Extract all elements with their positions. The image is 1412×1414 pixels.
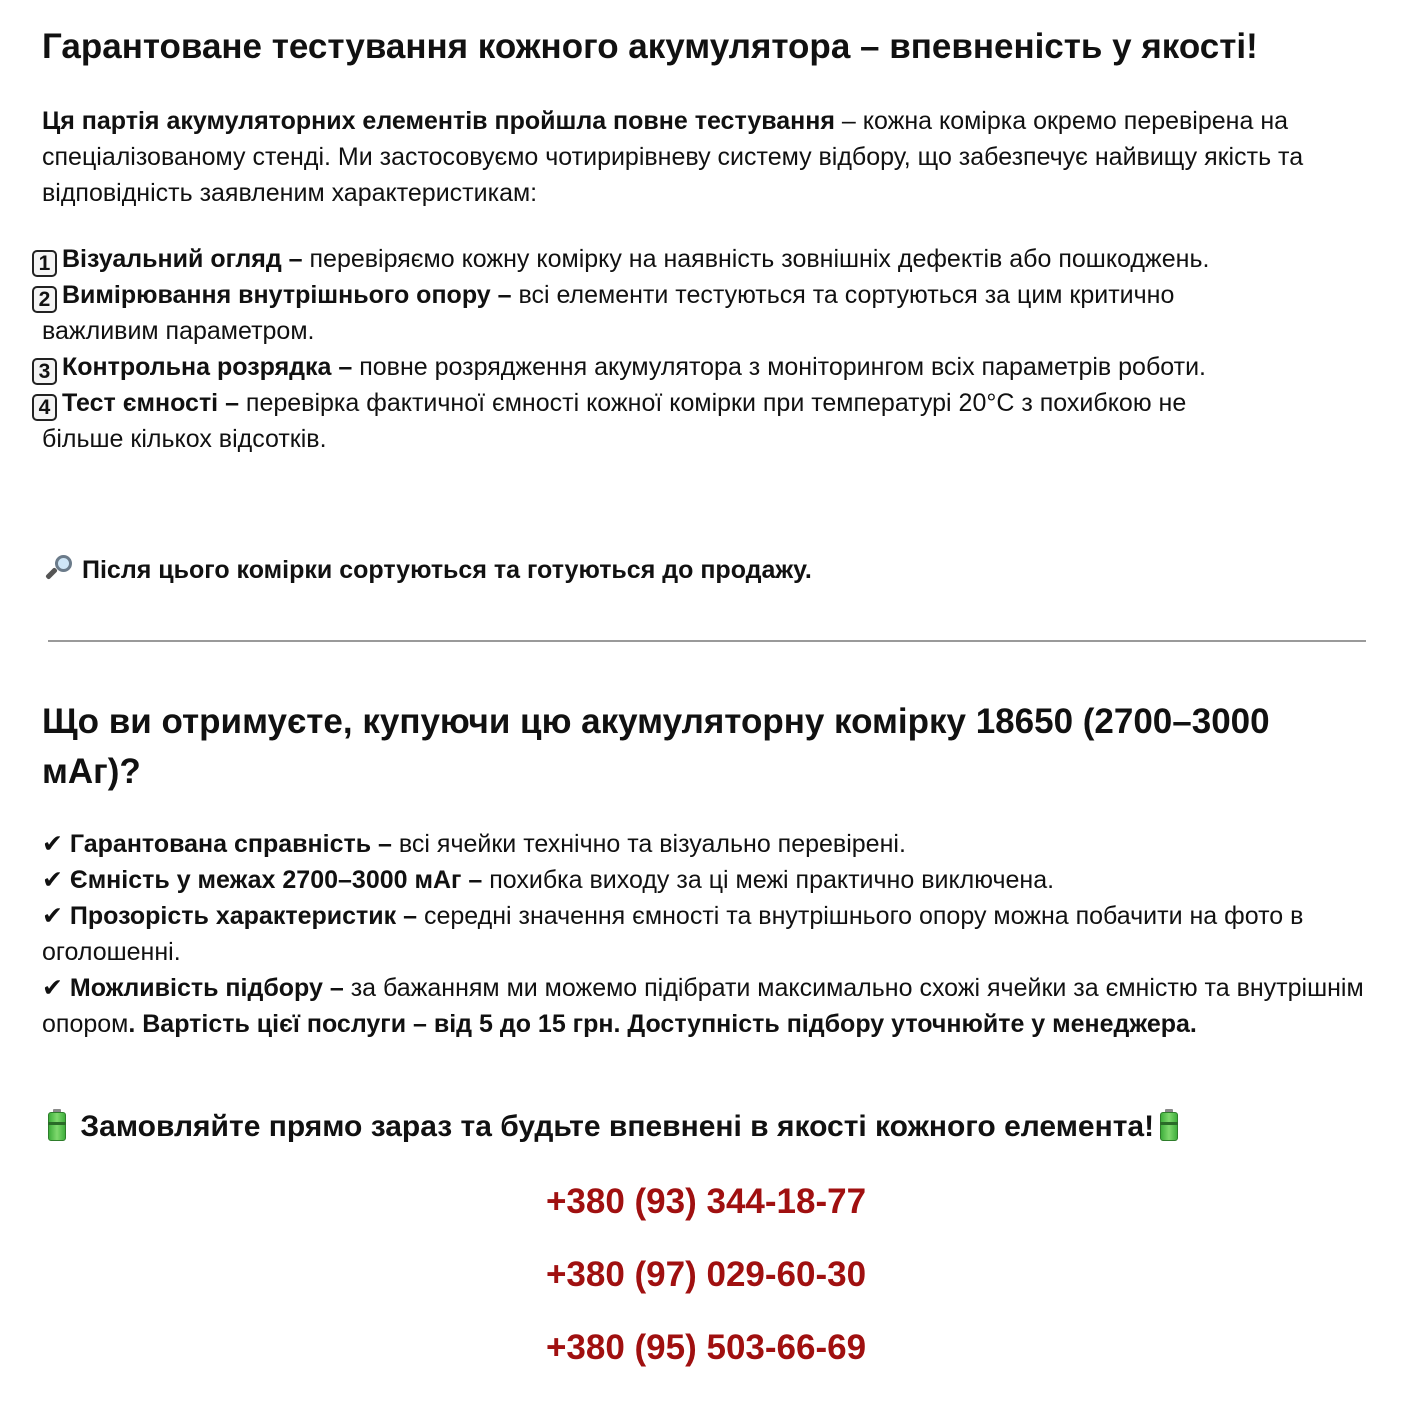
keycap-1-icon: 1 <box>32 250 57 277</box>
keycap-4-icon: 4 <box>32 394 57 421</box>
after-note <box>42 552 812 588</box>
step-text-continued: важливим параметром. <box>42 317 315 345</box>
checkmark-icon: ✔ <box>42 866 63 894</box>
phone-number-2[interactable]: +380 (97) 029-60-30 <box>545 1255 867 1294</box>
battery-icon <box>48 1109 66 1141</box>
benefit-title: Можливість підбору – <box>69 974 344 1002</box>
benefit-text: похибка виходу за ці межі практично виключена. <box>482 866 1055 894</box>
benefits-list <box>42 826 1372 1042</box>
checkmark-icon: ✔ <box>42 830 63 858</box>
step-title: Візуальний огляд – <box>62 245 303 273</box>
benefit-text: за бажанням ми можемо підібрати максимально схожі ячейки за ємністю та внутрішнім опором <box>42 974 1364 1038</box>
benefit-item <box>42 970 1372 1042</box>
page-title: Гарантоване тестування кожного акумулятора – впевненість у якості! <box>42 27 1258 66</box>
benefit-item <box>42 862 1372 898</box>
checkmark-icon: ✔ <box>42 974 63 1002</box>
step-text: перевірка фактичної ємності кожної комірки при температурі 20°C з похибкою не <box>238 389 1187 417</box>
step-text: повне розрядження акумулятора з моніторингом всіх параметрів роботи. <box>352 353 1206 381</box>
step-title: Вимірювання внутрішнього опору – <box>62 281 512 309</box>
step-text-continued: більше кількох відсотків. <box>42 425 327 453</box>
benefit-item <box>42 826 1372 862</box>
step-title: Контрольна розрядка – <box>62 353 353 381</box>
intro-bold: Ця партія акумуляторних елементів пройшла повне тестування <box>42 107 835 135</box>
magnifier-icon <box>42 553 74 583</box>
intro-paragraph <box>42 103 1372 211</box>
benefit-title: Прозорість характеристик – <box>69 902 418 930</box>
step-text: всі елементи тестуються та сортуються за цим критично <box>511 281 1175 309</box>
step-item-4 <box>32 385 1372 457</box>
step-text: перевіряємо кожну комірку на наявність зовнішніх дефектів або пошкоджень. <box>302 245 1210 273</box>
keycap-2-icon: 2 <box>32 286 57 313</box>
testing-steps-list <box>32 241 1372 457</box>
checkmark-icon: ✔ <box>42 902 63 930</box>
benefit-title: Ємність у межах 2700–3000 мАг – <box>69 866 483 894</box>
step-item-3 <box>32 349 1372 385</box>
phone-number-3[interactable]: +380 (95) 503-66-69 <box>545 1328 867 1367</box>
divider <box>48 640 1366 642</box>
phone-list <box>0 1178 1412 1397</box>
step-item-2 <box>32 277 1372 349</box>
order-call-to-action <box>42 1105 1184 1149</box>
benefit-item <box>42 898 1372 970</box>
after-note-text: Після цього комірки сортуються та готуються до продажу. <box>82 556 812 584</box>
benefit-extra-bold: . Вартість цієї послуги – від 5 до 15 грн. Доступність підбору уточнюйте у менеджера. <box>128 1010 1197 1038</box>
phone-number-1[interactable]: +380 (93) 344-18-77 <box>545 1182 867 1221</box>
benefit-text: середні значення ємності та внутрішнього опору можна побачити на фото в оголошенні. <box>42 902 1304 966</box>
battery-icon <box>1160 1109 1178 1141</box>
intro-text: – кожна комірка окремо перевірена на спеціалізованому стенді. Ми застосовуємо чотирирівневу систему відбору, що забезпечує найвищу якість та відповідність заявленим характеристикам: <box>42 107 1304 207</box>
keycap-3-icon: 3 <box>32 358 57 385</box>
benefit-title: Гарантована справність – <box>69 830 392 858</box>
order-text: Замовляйте прямо зараз та будьте впевнені в якості кожного елемента! <box>80 1110 1155 1143</box>
benefit-text: всі ячейки технічно та візуально перевірені. <box>391 830 906 858</box>
section-subtitle: Що ви отримуєте, купуючи цю акумуляторну комірку 18650 (2700–3000 мАг)? <box>42 702 1270 791</box>
step-title: Тест ємності – <box>62 389 239 417</box>
step-item-1 <box>32 241 1372 277</box>
